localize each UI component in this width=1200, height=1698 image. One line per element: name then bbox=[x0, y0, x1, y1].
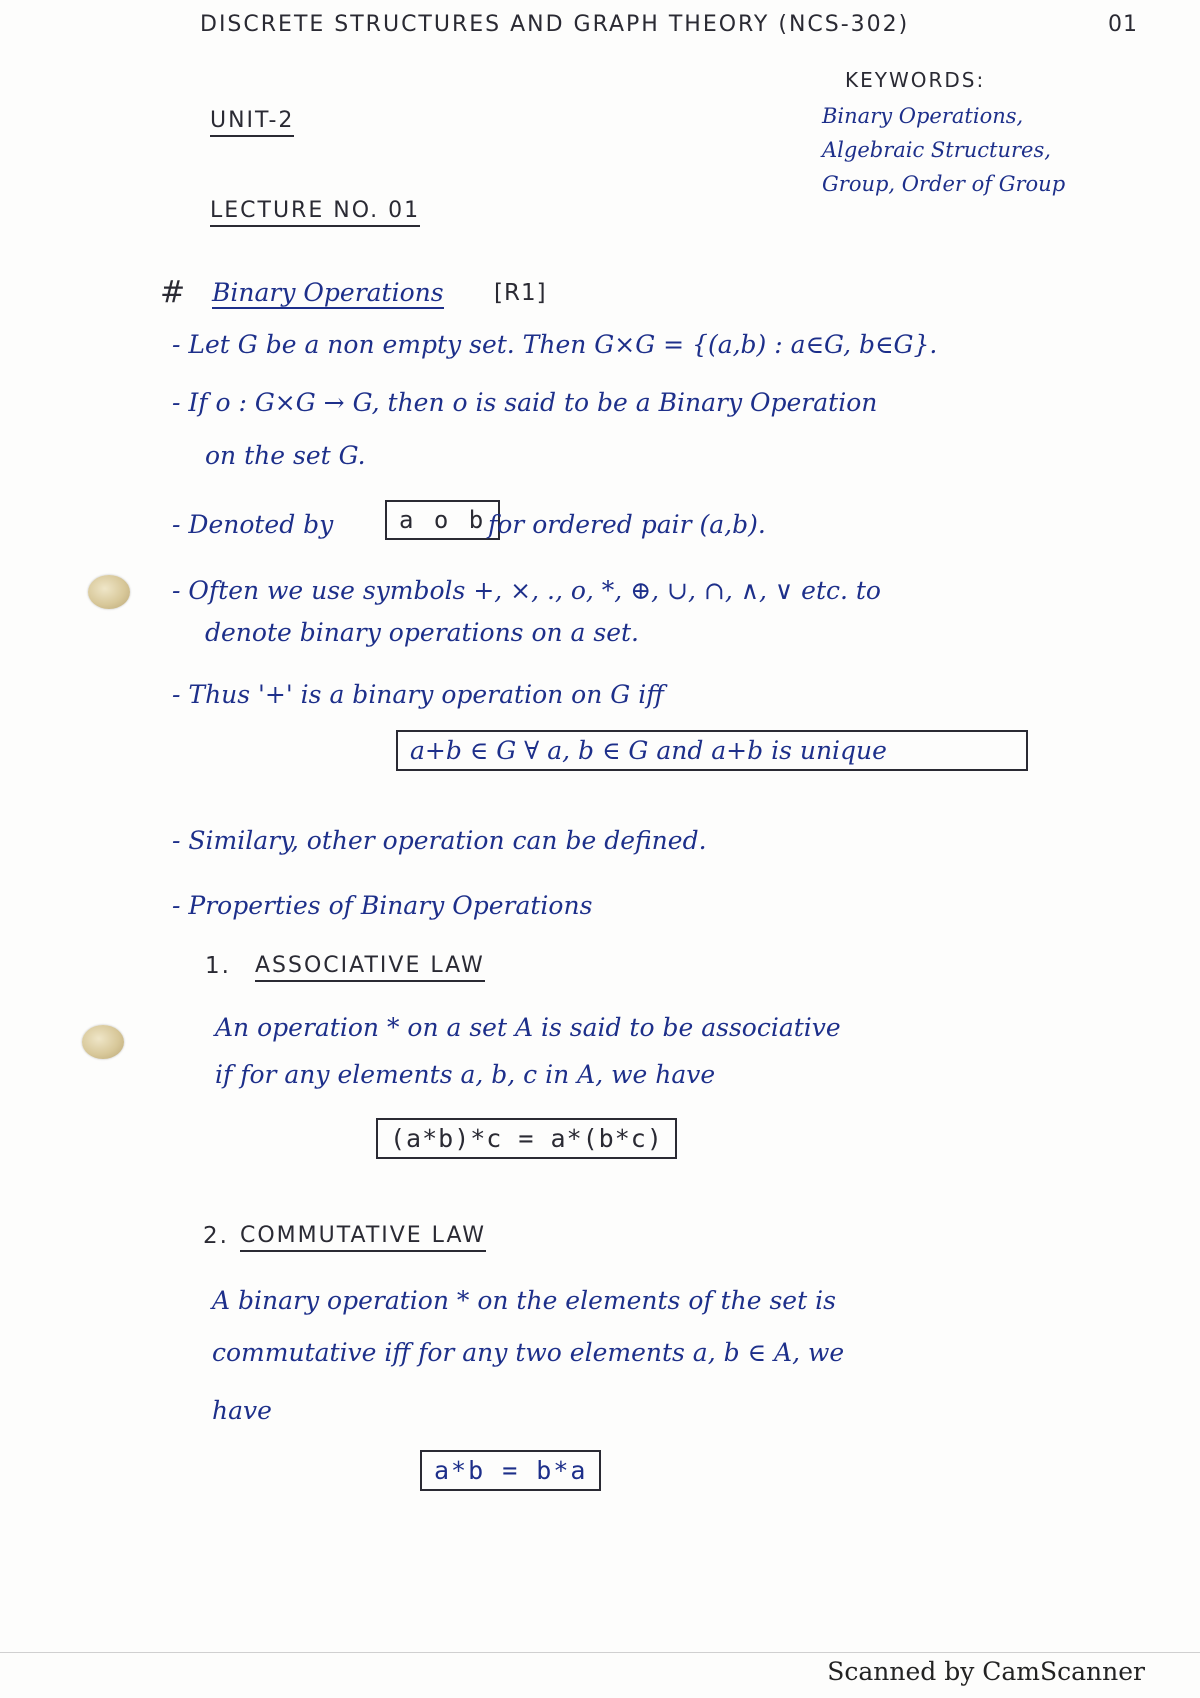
keyword-binary-operations: Binary Operations, bbox=[822, 104, 1024, 128]
binder-hole-top bbox=[88, 575, 130, 609]
page-number: 01 bbox=[1108, 12, 1138, 37]
bullet-binary-operation-def-line2: on the set G. bbox=[205, 441, 366, 470]
bullet-symbols-line1: - Often we use symbols +, ×, ., o, *, ⊕, ∪, ∩, ∧, ∨ etc. to bbox=[172, 576, 881, 605]
lecture-heading: LECTURE NO. 01 bbox=[210, 200, 420, 227]
commutative-number: 2. bbox=[203, 1223, 229, 1249]
unit-heading: UNIT-2 bbox=[210, 110, 294, 137]
scanner-watermark: Scanned by CamScanner bbox=[827, 1657, 1145, 1686]
plus-closure-box: a+b ∈ G ∀ a, b ∈ G and a+b is unique bbox=[396, 730, 1028, 771]
associative-text-line2: if for any elements a, b, c in A, we have bbox=[215, 1060, 716, 1089]
bullet-similarly: - Similary, other operation can be defined. bbox=[172, 826, 707, 855]
commutative-text-line3: have bbox=[212, 1396, 272, 1425]
section-title: Binary Operations bbox=[212, 278, 444, 307]
associative-text-line1: An operation * on a set A is said to be associative bbox=[215, 1013, 841, 1042]
section-hash-marker: # bbox=[160, 275, 186, 310]
keyword-algebraic-structures: Algebraic Structures, bbox=[822, 138, 1051, 162]
footer-divider bbox=[0, 1652, 1200, 1653]
bullet-symbols-line2: denote binary operations on a set. bbox=[205, 618, 640, 647]
keywords-label: KEYWORDS: bbox=[845, 68, 986, 92]
binder-hole-bottom bbox=[82, 1025, 124, 1059]
bullet-denoted-by-pre: - Denoted by bbox=[172, 510, 334, 539]
commutative-formula-box: a*b = b*a bbox=[420, 1450, 601, 1491]
bullet-binary-operation-def-line1: - If o : G×G → G, then o is said to be a Binary Operation bbox=[172, 388, 878, 417]
associative-number: 1. bbox=[205, 953, 231, 979]
course-title: DISCRETE STRUCTURES AND GRAPH THEORY (NCS-302) bbox=[200, 12, 910, 37]
section-reference: [R1] bbox=[494, 280, 547, 306]
commutative-text-line2: commutative iff for any two elements a, b ∈ A, we bbox=[212, 1338, 845, 1367]
bullet-properties: - Properties of Binary Operations bbox=[172, 891, 593, 920]
associative-heading: ASSOCIATIVE LAW bbox=[255, 955, 485, 982]
associative-formula-box: (a*b)*c = a*(b*c) bbox=[376, 1118, 677, 1159]
commutative-heading: COMMUTATIVE LAW bbox=[240, 1225, 486, 1252]
denoted-by-box: a o b bbox=[385, 500, 500, 540]
commutative-text-line1: A binary operation * on the elements of the set is bbox=[212, 1286, 836, 1315]
bullet-denoted-by-post: for ordered pair (a,b). bbox=[488, 510, 766, 539]
keyword-group-order: Group, Order of Group bbox=[822, 172, 1066, 196]
bullet-set-definition: - Let G be a non empty set. Then G×G = {(a,b) : a∈G, b∈G}. bbox=[172, 330, 938, 359]
bullet-plus-binary: - Thus '+' is a binary operation on G iff bbox=[172, 680, 664, 709]
